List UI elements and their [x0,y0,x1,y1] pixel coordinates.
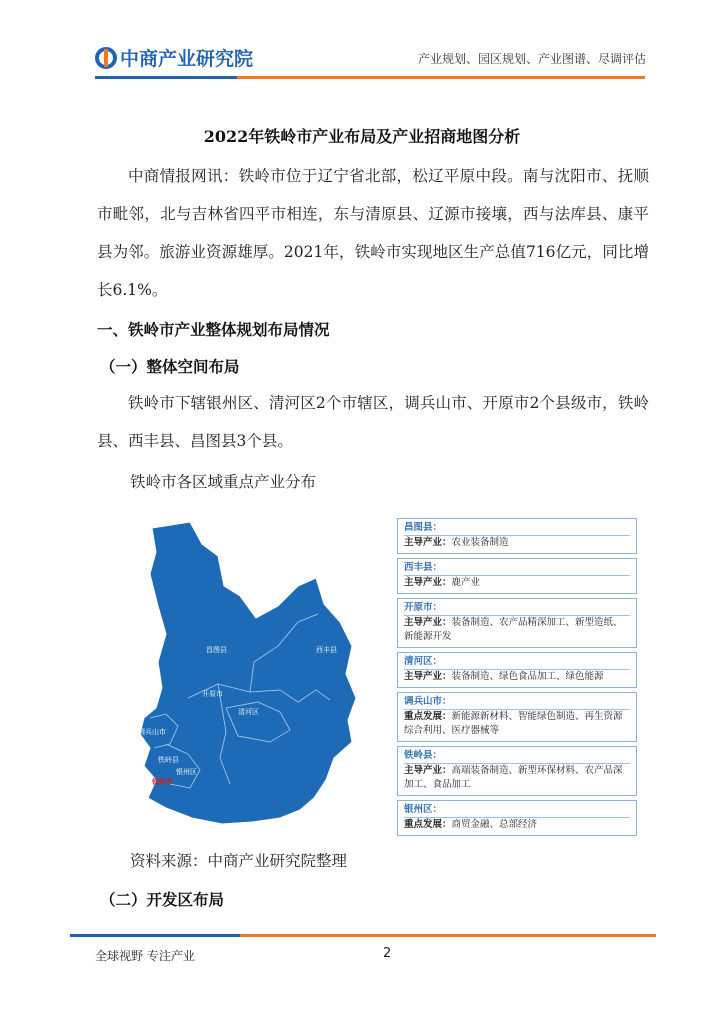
subsection-heading: （一）整体空间布局 [100,357,240,376]
legend-item-value: 装备制造、农产品精深加工、新型造纸、新能源开发 [404,617,623,642]
page-title: 2022年铁岭市产业布局及产业招商地图分析 [203,127,521,146]
legend-item-name: 铁岭县： [404,749,630,764]
tieling-map [130,522,374,826]
map-label-qinghe: 清河区 [238,708,259,716]
logo-text: 中商产业研究院 [120,48,254,70]
intro-paragraph: 中商情报网讯：铁岭市位于辽宁省北部，松辽平原中段。南与沈阳市、抚顺市毗邻，北与吉林省四平市相连，东与清原县、辽源市接壤，西与法库县、康平县为邻。旅游业资源雄厚。2021年，铁岭市实现地区生产总值716亿元，同比增长6.1%。 [97,167,649,299]
legend-item [397,692,637,742]
legend-item [397,746,637,796]
legend-item-value: 高端装备制造、新型环保材料、农产品深加工、食品加工 [404,765,623,790]
footer-divider-orange [240,934,656,937]
legend-item [397,598,637,648]
map-label-city: 铁岭市 [152,778,173,786]
legend-item-name: 银州区： [404,803,630,818]
legend-item-name: 清河区： [404,655,630,670]
legend-item-name: 调兵山市： [404,695,630,710]
legend-item-key: 主导产业： [404,537,452,548]
legend-item-name: 西丰县： [404,561,630,576]
legend-item [397,518,637,554]
map-label-diaobingshan: 调兵山市 [138,728,166,736]
legend-item-key: 主导产业： [404,617,452,628]
legend-item-key: 主导产业： [404,577,452,588]
map-label-kaiyuan: 开原市 [202,690,223,698]
company-logo [95,44,253,71]
header-tagline: 产业规划、园区规划、产业图谱、尽调评估 [417,52,646,66]
figure-caption: 铁岭市各区域重点产业分布 [130,473,317,491]
footer-divider-blue [70,934,240,937]
legend-item-value: 装备制造、绿色食品加工、绿色能源 [451,671,604,682]
legend-item-key: 重点发展： [404,711,452,722]
map-label-changtu: 昌图县 [206,646,227,654]
legend-item-value: 商贸金融、总部经济 [451,819,538,830]
map-label-xifeng: 西丰县 [316,646,337,654]
footer-slogan: 全球视野 专注产业 [95,949,195,963]
legend-item [397,652,637,688]
legend-item-value: 新能源新材料、智能绿色制造、再生资源综合利用、医疗器械等 [404,711,623,736]
page-number: 2 [383,946,392,961]
map-label-tieling-county: 铁岭县 [158,756,179,764]
legend-item [397,800,637,836]
legend-item-name: 昌图县： [404,521,630,536]
source-note: 资料来源：中商产业研究院整理 [130,852,348,870]
section-heading: 一、铁岭市产业整体规划布局情况 [97,320,330,339]
legend-item-name: 开原市： [404,601,630,616]
section-paragraph: 铁岭市下辖银州区、清河区2个市辖区，调兵山市、开原市2个县级市，铁岭县、西丰县、昌图县3个县。 [97,394,649,450]
legend-item-key: 重点发展： [404,819,452,830]
legend-item-value: 鹿产业 [451,577,481,588]
legend-item-key: 主导产业： [404,671,452,682]
header-divider-blue [95,76,237,79]
map-label-yinzhou: 银州区 [176,768,197,776]
legend-item-key: 主导产业： [404,765,452,776]
legend-item-value: 农业装备制造 [451,537,509,548]
industry-legend [397,518,637,840]
header-divider-orange [237,76,645,79]
legend-item [397,558,637,594]
subsection-heading-2: （二）开发区布局 [100,890,225,909]
logo-icon [95,47,117,69]
